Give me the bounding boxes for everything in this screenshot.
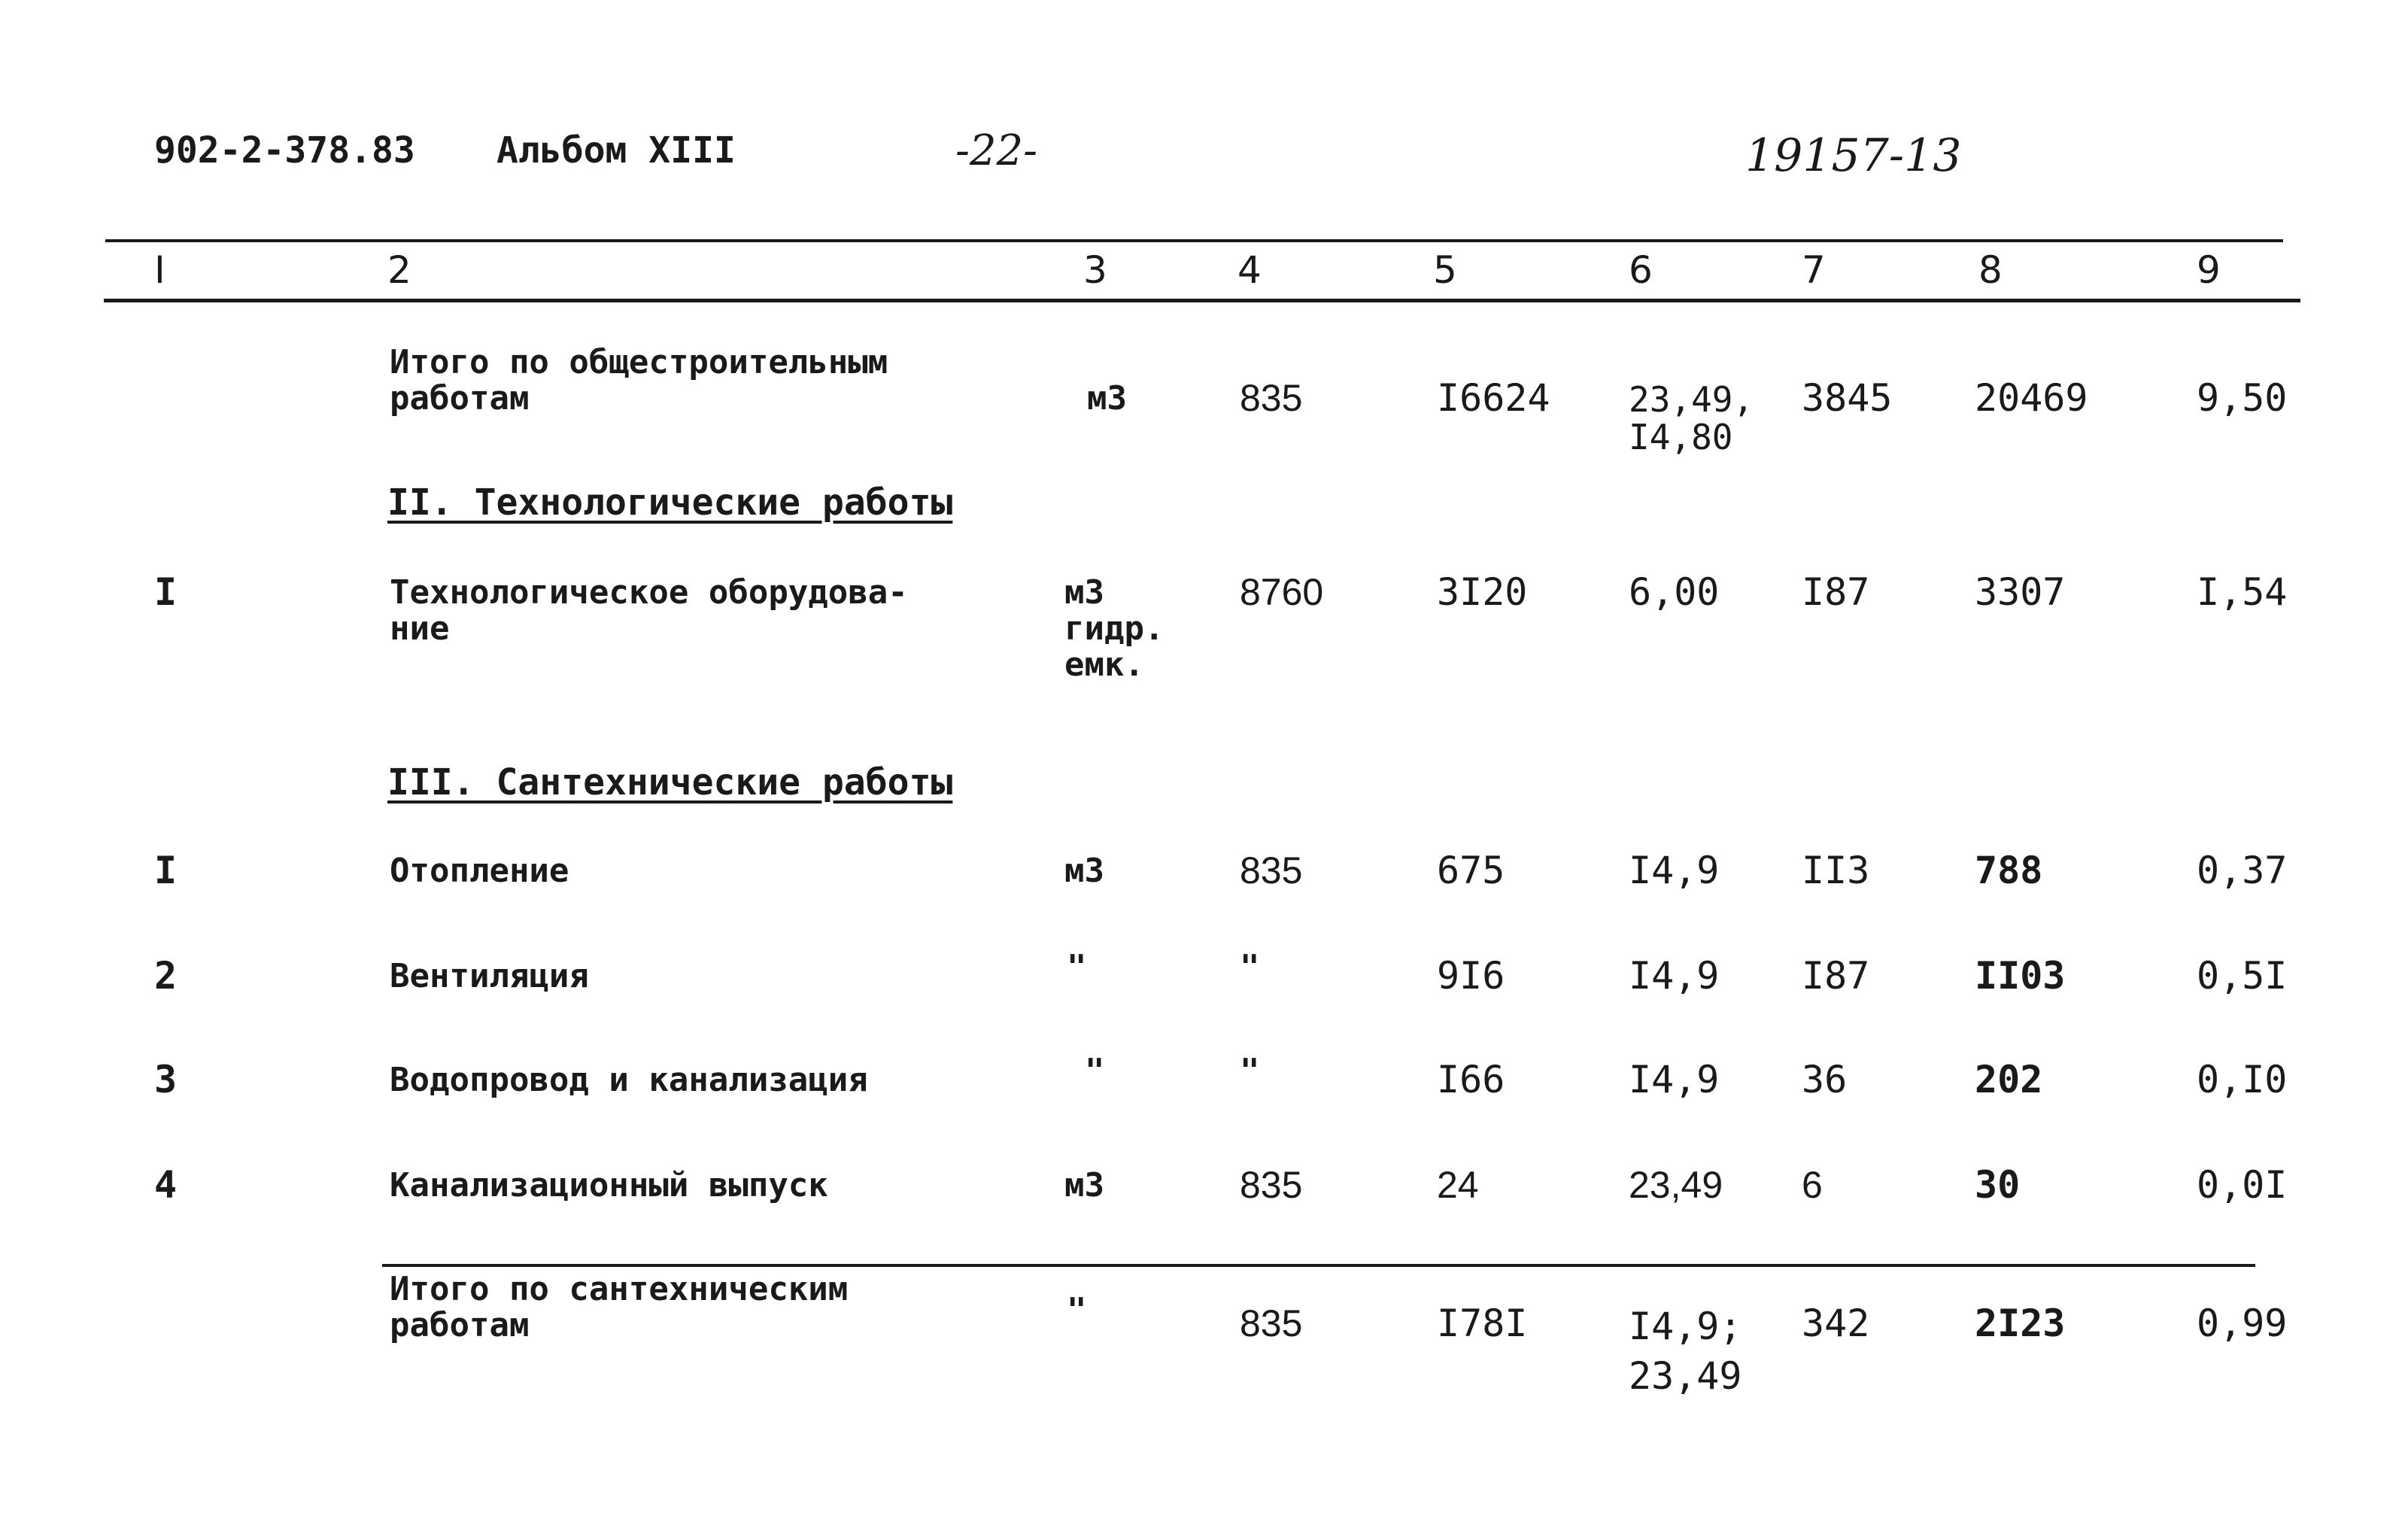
row-col6: 23,49 xyxy=(1629,1164,1723,1206)
row-col6: I4,9 xyxy=(1629,849,1720,892)
row-index: 3 xyxy=(154,1058,178,1101)
row-unit: м3 xyxy=(1064,852,1104,890)
row-col8: 30 xyxy=(1975,1163,2021,1207)
row-name: Отопление xyxy=(390,852,569,890)
column-header-2: 2 xyxy=(387,248,411,292)
row-col8: 788 xyxy=(1975,849,2043,892)
row-col7: 342 xyxy=(1802,1302,1870,1345)
column-header-9: 9 xyxy=(2197,248,2221,292)
row-index: 2 xyxy=(154,954,178,998)
row-index: I xyxy=(154,570,178,614)
row-col6: I4,9 xyxy=(1629,1058,1720,1101)
column-header-5: 5 xyxy=(1433,248,1457,292)
row-col7: 6 xyxy=(1802,1164,1823,1206)
section-heading-technological: II. Технологические работы xyxy=(387,481,953,524)
row-col8: 2I23 xyxy=(1975,1302,2066,1345)
row-name: Вентиляция xyxy=(390,957,589,995)
subtotal-rule xyxy=(382,1264,2255,1267)
row-col4: 835 xyxy=(1240,1302,1303,1344)
row-col8: 3307 xyxy=(1975,570,2066,614)
row-unit: м3 xyxy=(1087,379,1127,418)
row-unit: м3 xyxy=(1064,1166,1104,1204)
row-col9: 0,0I xyxy=(2197,1163,2288,1207)
row-col8: II03 xyxy=(1975,954,2066,998)
row-col6: 23,49, I4,80 xyxy=(1629,379,1754,457)
row-col9: 0,5I xyxy=(2197,954,2288,998)
row-col5: 675 xyxy=(1437,849,1505,892)
row-col9: 0,99 xyxy=(2197,1302,2288,1345)
row-col9: I,54 xyxy=(2197,570,2288,614)
row-col9: 9,50 xyxy=(2197,376,2288,420)
row-name: Итого по сантехническим работам xyxy=(390,1270,849,1344)
row-col4: 835 xyxy=(1240,377,1303,419)
row-col9: 0,37 xyxy=(2197,849,2288,892)
row-col8: 202 xyxy=(1975,1058,2043,1101)
page-number: -22- xyxy=(955,126,1038,175)
row-name: Водопровод и канализация xyxy=(390,1061,868,1099)
row-col4: " xyxy=(1240,1052,1260,1090)
column-header-6: 6 xyxy=(1629,248,1653,292)
row-col6: I4,9; 23,49 xyxy=(1629,1305,1742,1398)
album-label: Альбом XIII xyxy=(496,129,736,172)
row-col4: 8760 xyxy=(1240,571,1324,613)
row-name: Итого по общестроительным работам xyxy=(390,343,888,418)
row-unit: " xyxy=(1067,948,1087,986)
row-col5: I6624 xyxy=(1437,376,1550,420)
row-unit: " xyxy=(1085,1052,1105,1090)
row-col7: 3845 xyxy=(1802,376,1893,420)
column-header-1: I xyxy=(154,248,165,292)
row-col4: " xyxy=(1240,948,1260,986)
row-col4: 835 xyxy=(1240,1164,1303,1206)
row-col6: I4,9 xyxy=(1629,954,1720,998)
table-top-rule xyxy=(105,239,2283,242)
column-header-7: 7 xyxy=(1802,248,1826,292)
row-col4: 835 xyxy=(1240,849,1303,892)
row-col5: 9I6 xyxy=(1437,954,1505,998)
row-unit: " xyxy=(1067,1291,1087,1329)
row-index: I xyxy=(154,849,178,892)
row-name: Канализационный выпуск xyxy=(390,1166,828,1204)
row-col7: 36 xyxy=(1802,1058,1848,1101)
column-header-3: 3 xyxy=(1083,248,1107,292)
row-col5: I66 xyxy=(1437,1058,1505,1101)
column-header-8: 8 xyxy=(1978,248,2003,292)
row-col5: I78I xyxy=(1437,1302,1528,1345)
row-col5: 3I20 xyxy=(1437,570,1528,614)
row-col6: 6,00 xyxy=(1629,570,1720,614)
column-header-4: 4 xyxy=(1237,248,1262,292)
row-index: 4 xyxy=(154,1163,178,1207)
section-heading-sanitary: III. Сантехнические работы xyxy=(387,761,953,803)
row-col5: 24 xyxy=(1437,1164,1479,1206)
row-col9: 0,I0 xyxy=(2197,1058,2288,1101)
row-col7: I87 xyxy=(1802,570,1870,614)
sheet-number: 19157-13 xyxy=(1745,129,1962,182)
row-col8: 20469 xyxy=(1975,376,2088,420)
row-col7: II3 xyxy=(1802,849,1870,892)
header-bottom-rule xyxy=(104,299,2300,302)
doc-code: 902-2-378.83 xyxy=(154,129,415,172)
row-unit: м3 гидр. емк. xyxy=(1064,573,1165,684)
row-name: Технологическое оборудова- ние xyxy=(390,573,908,648)
row-col7: I87 xyxy=(1802,954,1870,998)
